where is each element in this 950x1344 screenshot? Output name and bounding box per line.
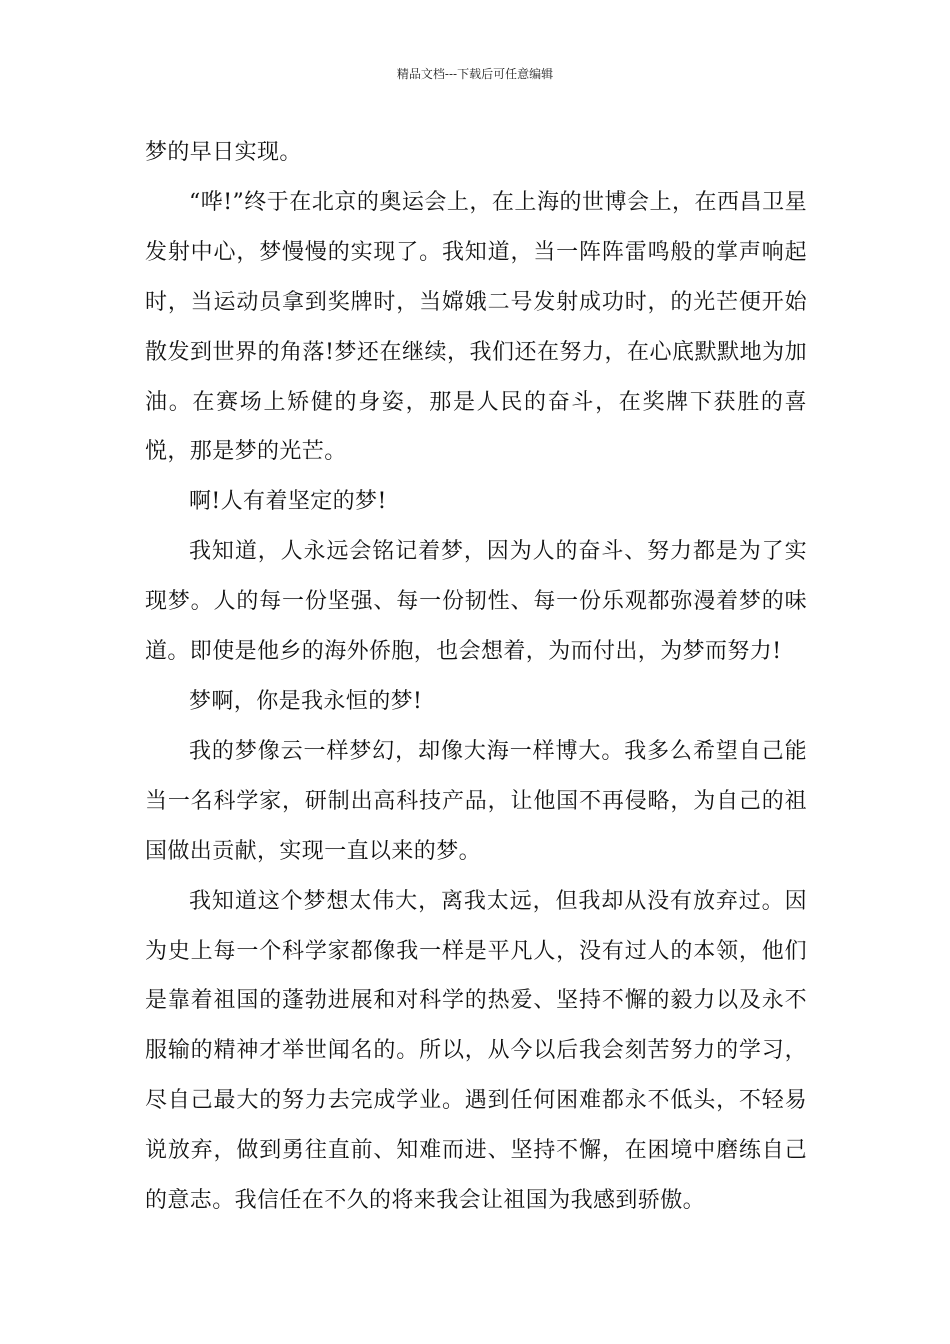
paragraph-7: 我知道这个梦想太伟大，离我太远，但我却从没有放弃过。因为史上每一个科学家都像我一样是平凡人，没有过人的本领，他们是靠着祖国的蓬勃进展和对科学的热爱、坚持不懈的毅力以及永不服输的精神才举世闻名的。所以，从今以后我会刻苦努力的学习，尽自己最大的努力去完成学业。遇到任何困难都永不低头，不轻易说放弃，做到勇往直前、知难而进、坚持不懈，在困境中磨练自己的意志。我信任在不久的将来我会让祖国为我感到骄傲。 [145, 888, 807, 1214]
paragraph-5: 梦啊，你是我永恒的梦! [189, 688, 423, 714]
page-header: 精品文档---下载后可任意编辑 [396, 67, 554, 81]
paragraph-3: 啊!人有着坚定的梦! [189, 489, 387, 515]
paragraph-1: 梦的早日实现。 [145, 140, 302, 165]
document-body [145, 128, 807, 1226]
paragraph-4: 我知道，人永远会铭记着梦，因为人的奋斗、努力都是为了实现梦。人的每一份坚强、每一份韧性、每一份乐观都弥漫着梦的味道。即使是他乡的海外侨胞，也会想着，为而付出，为梦而努力! [145, 539, 807, 665]
paragraph-2: “哗!”终于在北京的奥运会上，在上海的世博会上，在西昌卫星发射中心，梦慢慢的实现了。我知道，当一阵阵雷鸣般的掌声响起时，当运动员拿到奖牌时，当嫦娥二号发射成功时，的光芒便开始散发到世界的角落!梦还在继续，我们还在努力，在心底默默地为加油。在赛场上矫健的身姿，那是人民的奋斗，在奖牌下获胜的喜悦，那是梦的光芒。 [145, 189, 807, 465]
paragraph-6: 我的梦像云一样梦幻，却像大海一样博大。我多么希望自己能当一名科学家，研制出高科技产品，让他国不再侵略，为自己的祖国做出贡献，实现一直以来的梦。 [145, 738, 807, 864]
